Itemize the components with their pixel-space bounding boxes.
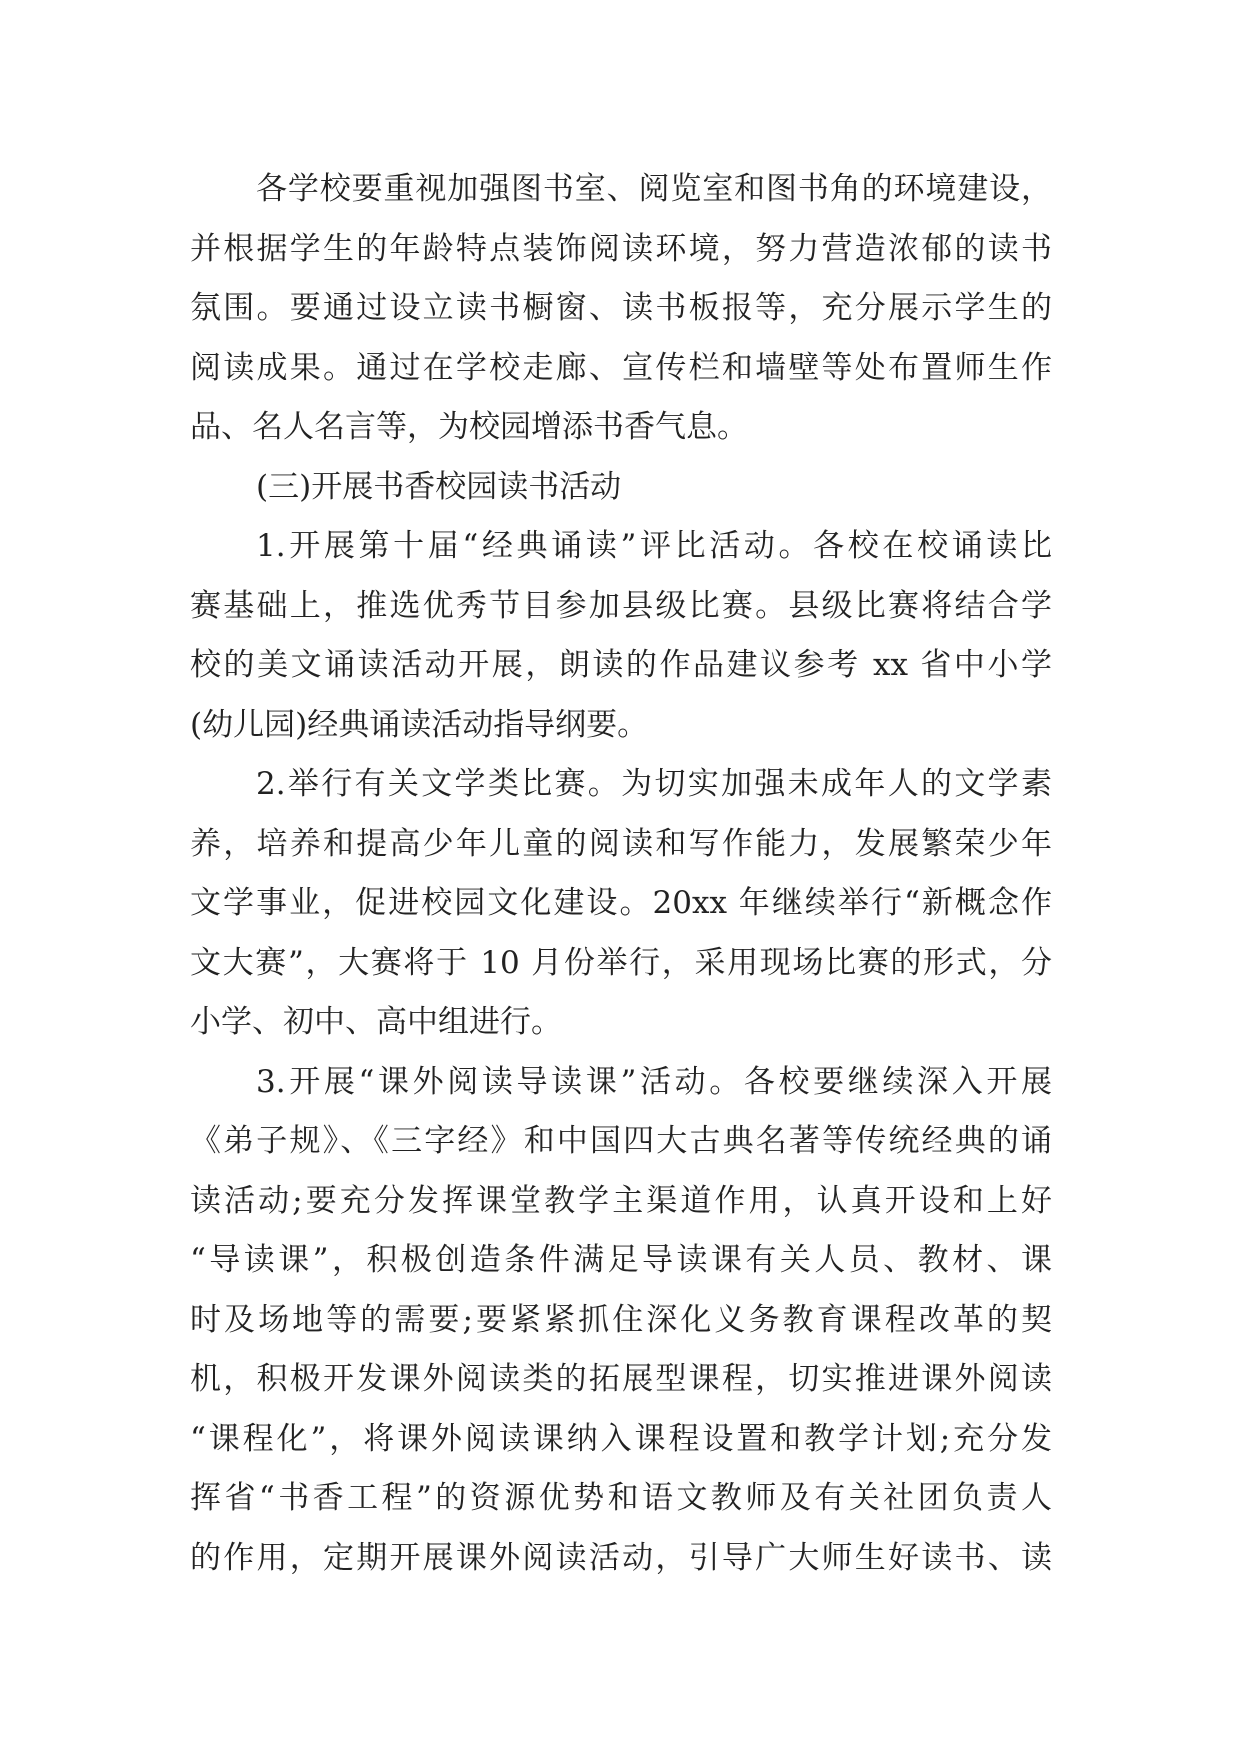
paragraph-item-3 — [190, 1053, 1052, 1589]
section-heading-3 — [190, 458, 1052, 518]
text-line: 各学校要重视加强图书室、阅览室和图书角的环境建设， — [256, 171, 1052, 207]
text-line: 《弟子规》、《三字经》和中国四大古典名著等传统经典的诵 — [190, 1123, 1052, 1159]
paragraph-item-1 — [190, 517, 1052, 755]
text-line: 时及场地等的需要;要紧紧抓住深化义务教育课程改革的契 — [190, 1301, 1052, 1338]
text-line: 的作用，定期开展课外阅读活动，引导广大师生好读书、读 — [190, 1539, 1052, 1576]
text-line: 1.开展第十届“经典诵读”评比活动。各校在校诵读比 — [256, 528, 1052, 564]
text-line: 赛基础上，推选优秀节目参加县级比赛。县级比赛将结合学 — [190, 587, 1052, 624]
text-line: 机，积极开发课外阅读类的拓展型课程，切实推进课外阅读 — [190, 1361, 1052, 1397]
text-line: (幼儿园)经典诵读活动指导纲要。 — [190, 706, 649, 743]
text-line: 小学、初中、高中组进行。 — [190, 1004, 562, 1040]
text-line: 文学事业，促进校园文化建设。20xx 年继续举行“新概念作 — [190, 885, 1052, 921]
text-line: 品、名人名言等，为校园增添书香气息。 — [190, 409, 748, 445]
document-body — [190, 160, 1052, 1588]
text-line: 校的美文诵读活动开展，朗读的作品建议参考 xx 省中小学 — [190, 647, 1052, 683]
paragraph-item-2 — [190, 755, 1052, 1053]
section-heading: (三)开展书香校园读书活动 — [256, 468, 622, 505]
text-line: 文大赛”，大赛将于 10 月份举行，采用现场比赛的形式，分 — [190, 944, 1052, 981]
text-line: 3.开展“课外阅读导读课”活动。各校要继续深入开展 — [256, 1063, 1052, 1100]
text-line: 读活动;要充分发挥课堂教学主渠道作用，认真开设和上好 — [190, 1182, 1052, 1219]
text-line: “导读课”，积极创造条件满足导读课有关人员、教材、课 — [190, 1242, 1052, 1278]
text-line: 养，培养和提高少年儿童的阅读和写作能力，发展繁荣少年 — [190, 825, 1052, 862]
text-line: 挥省“书香工程”的资源优势和语文教师及有关社团负责人 — [190, 1480, 1052, 1516]
text-line: 阅读成果。通过在学校走廊、宣传栏和墙壁等处布置师生作 — [190, 349, 1052, 386]
paragraph-reading-environment — [190, 160, 1052, 458]
text-line: 2.举行有关文学类比赛。为切实加强未成年人的文学素 — [256, 766, 1052, 802]
text-line: 并根据学生的年龄特点装饰阅读环境，努力营造浓郁的读书 — [190, 230, 1052, 267]
text-line: 氛围。要通过设立读书橱窗、读书板报等，充分展示学生的 — [190, 290, 1052, 326]
text-line: “课程化”，将课外阅读课纳入课程设置和教学计划;充分发 — [190, 1420, 1052, 1457]
